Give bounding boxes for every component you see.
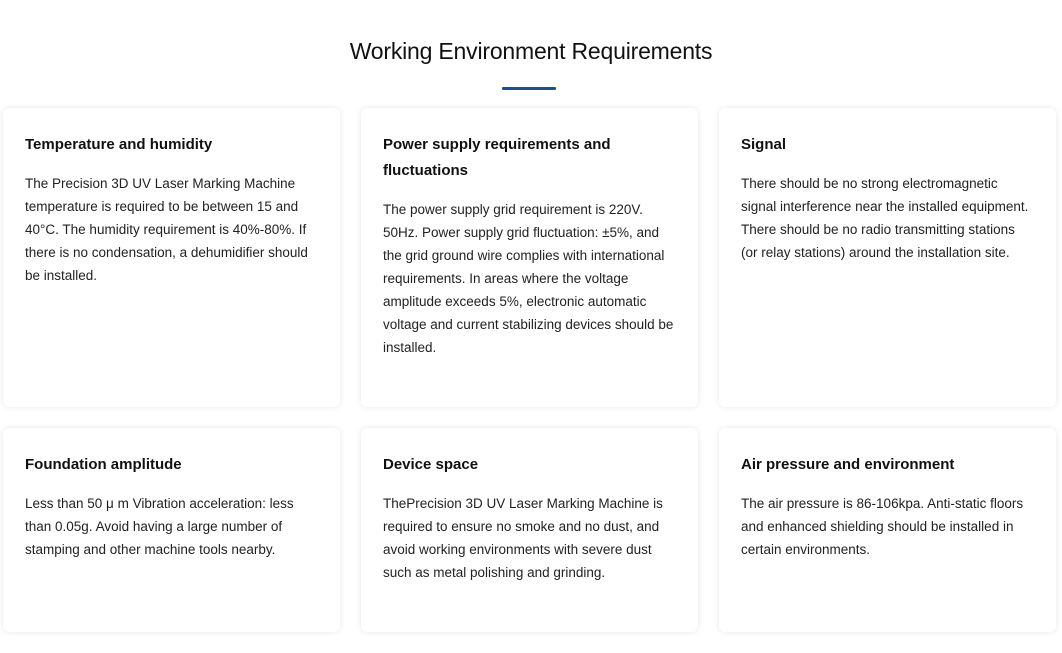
card-title: Foundation amplitude xyxy=(25,456,182,473)
card-text: The power supply grid requirement is 220V. 50Hz. Power supply grid fluctuation: ±5%, and the grid ground wire complies with international requirements. In areas where the voltage amplitude exceeds 5%, electronic automatic voltage and current stabilizing devices should be installed. xyxy=(383,202,674,355)
requirement-card-air-pressure xyxy=(719,428,1056,632)
card-text: ThePrecision 3D UV Laser Marking Machine is required to ensure no smoke and no dust, and avoid working environments with severe dust such as metal polishing and grinding. xyxy=(383,496,663,580)
card-title: Air pressure and environment xyxy=(741,456,955,473)
section-title: Working Environment Requirements xyxy=(349,38,713,64)
requirement-card-signal xyxy=(719,108,1056,407)
card-title: Power supply requirements and fluctuations xyxy=(383,136,611,179)
card-text: Less than 50 μ m Vibration acceleration: less than 0.05g. Avoid having a large number of stamping and other machine tools nearby. xyxy=(25,496,294,557)
title-underline xyxy=(502,87,556,90)
requirement-card-power-supply xyxy=(361,108,698,407)
requirement-card-temperature-humidity xyxy=(3,108,340,407)
card-title: Device space xyxy=(383,456,479,473)
card-text: The Precision 3D UV Laser Marking Machine temperature is required to be between 15 and 40°C. The humidity requirement is 40%-80%. If there is no condensation, a dehumidifier should be installed. xyxy=(25,176,308,283)
card-title: Temperature and humidity xyxy=(25,136,213,153)
requirement-card-foundation-amplitude xyxy=(3,428,340,632)
card-title: Signal xyxy=(741,136,787,153)
card-text: The air pressure is 86-106kpa. Anti-static floors and enhanced shielding should be installed in certain environments. xyxy=(741,496,1024,557)
requirement-card-device-space xyxy=(361,428,698,632)
card-text: There should be no strong electromagnetic signal interference near the installed equipment. There should be no radio transmitting stations (or relay stations) around the installation site. xyxy=(741,176,1029,260)
